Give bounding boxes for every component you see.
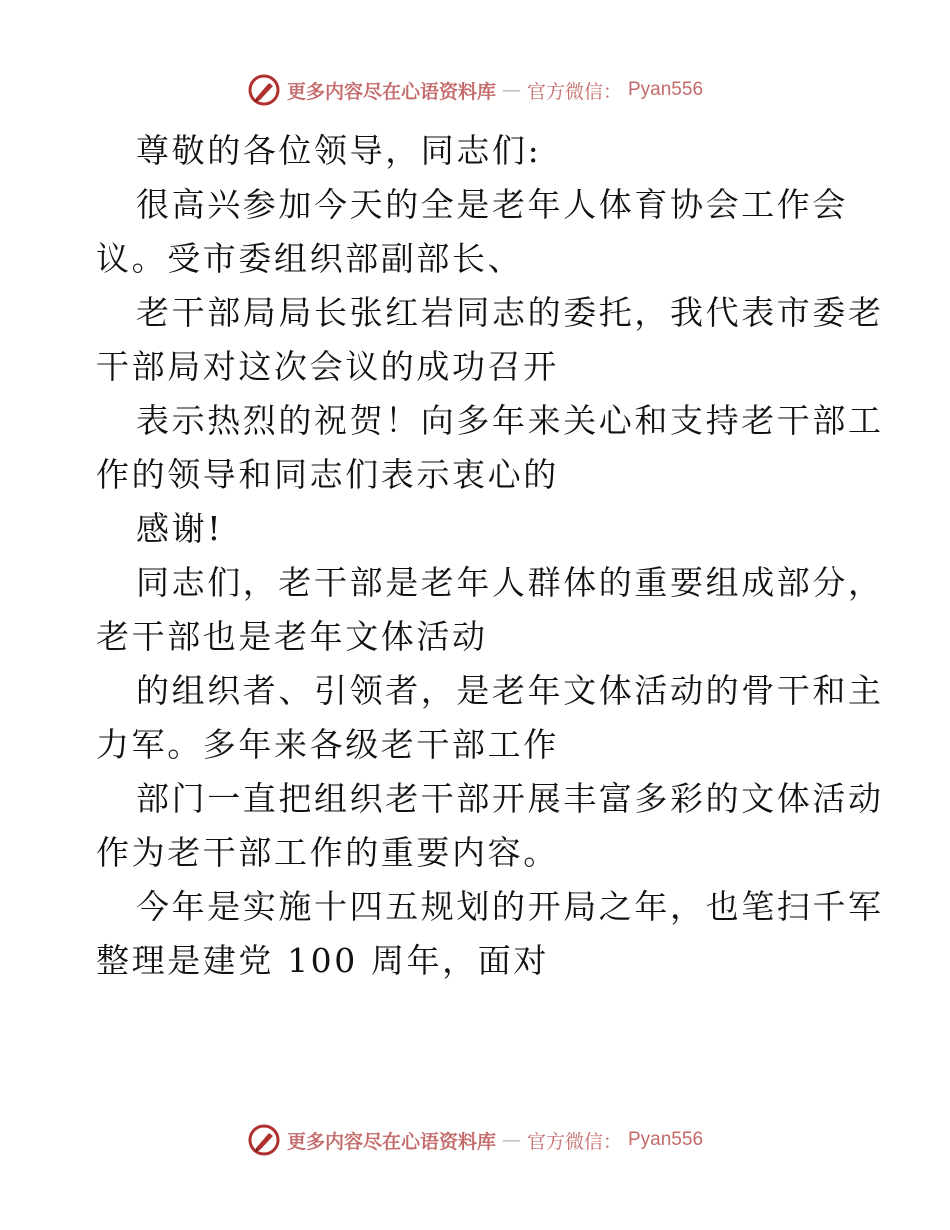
pen-logo-icon [247,73,281,107]
header-watermark [0,70,950,110]
text-line: 部门一直把组织老干部开展丰富多彩的文体活动 [136,779,884,818]
text-line: 老干部局局长张红岩同志的委托，我代表市委老 [136,293,884,332]
text-line: 感谢! [136,509,224,548]
watermark-tag-text: 官方微信： [526,80,622,103]
text-line: 力军。多年来各级老干部工作 [96,725,559,764]
text-line: 表示热烈的祝贺！向多年来关心和支持老干部工 [136,401,884,440]
watermark-separator: — [501,79,521,101]
text-line: 老干部也是老年文体活动 [96,617,488,656]
text-line: 议。受市委组织部副部长、 [96,239,524,278]
watermark-main-text: 更多内容尽在心语资料库 [286,80,496,103]
document-body [96,124,884,988]
watermark-separator: — [501,1129,521,1151]
watermark-id-text: Pyan556 [628,79,704,100]
text-line: 很高兴参加今天的全是老年人体育协会工作会 [136,185,848,224]
watermark-main-text: 更多内容尽在心语资料库 [286,1130,496,1153]
text-line: 尊敬的各位领导，同志们: [136,131,542,170]
text-line: 作为老干部工作的重要内容。 [96,833,559,872]
text-line: 干部局对这次会议的成功召开 [96,347,559,386]
watermark-id-text: Pyan556 [628,1129,704,1150]
footer-watermark [0,1120,950,1160]
text-line: 今年是实施十四五规划的开局之年，也笔扫千军 [136,887,884,926]
text-line: 整理是建党 100 周年，面对 [96,941,549,980]
text-line: 作的领导和同志们表示衷心的 [96,455,559,494]
watermark-tag-text: 官方微信： [526,1130,622,1153]
text-line: 同志们，老干部是老年人群体的重要组成部分， [136,563,884,602]
text-line: 的组织者、引领者，是老年文体活动的骨干和主 [136,671,884,710]
pen-logo-icon [247,1123,281,1157]
